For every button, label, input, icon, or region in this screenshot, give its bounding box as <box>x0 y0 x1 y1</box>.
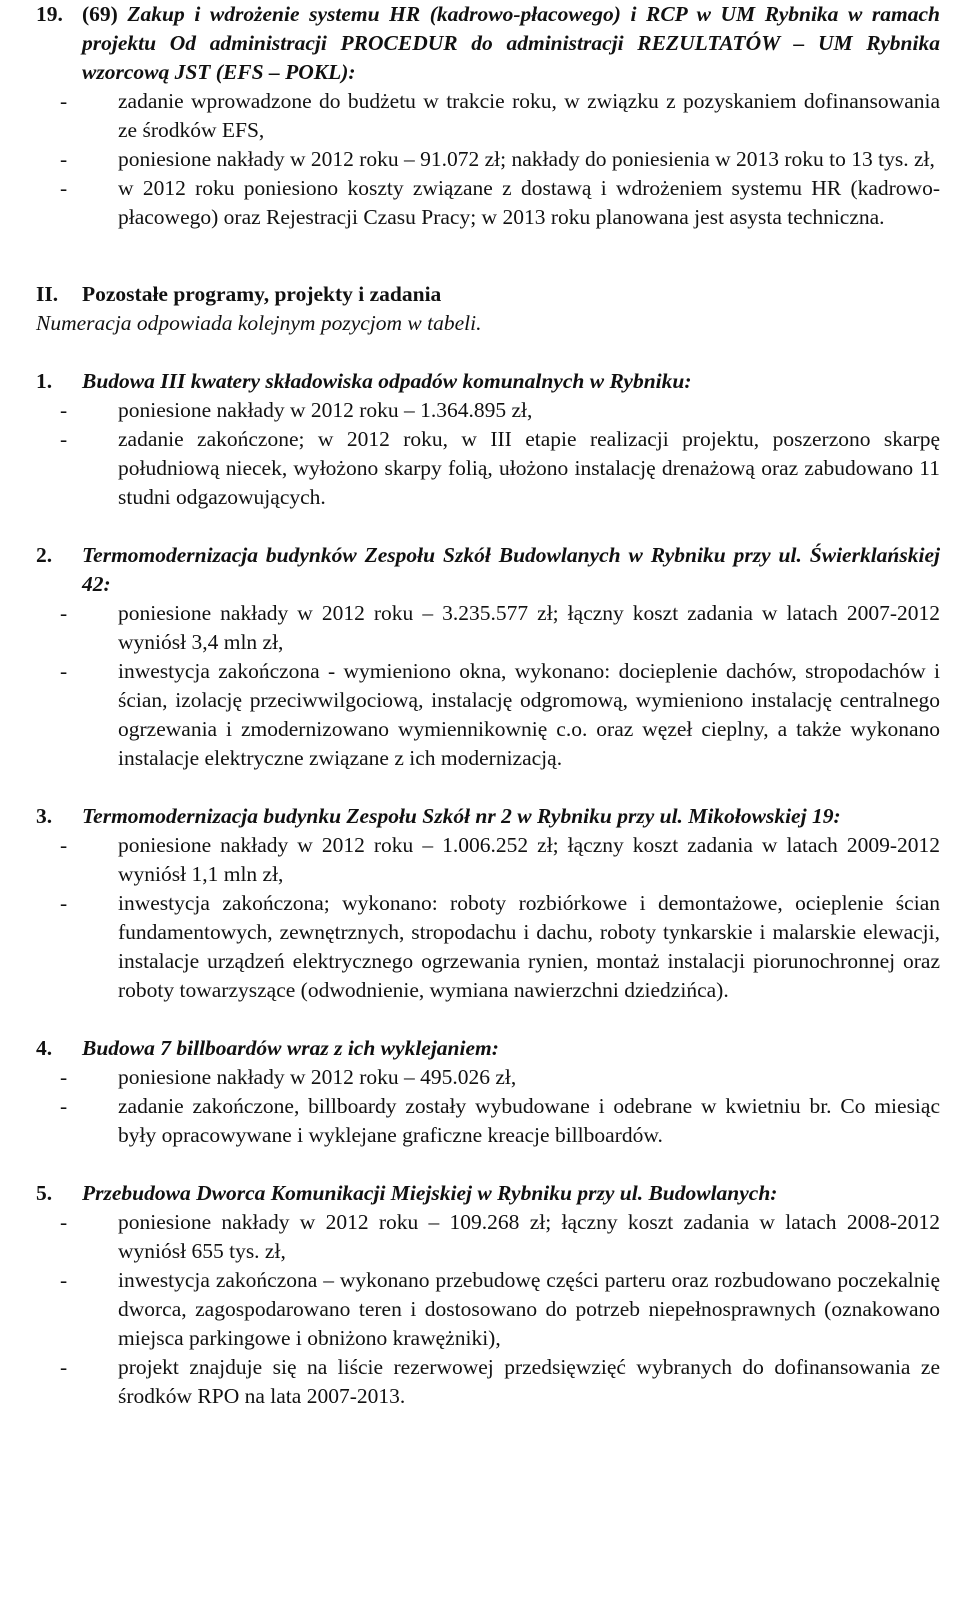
bullet-text: poniesione nakłady w 2012 roku – 495.026 zł, <box>118 1065 517 1089</box>
item-number: 3. <box>36 804 53 828</box>
item-number: 5. <box>36 1181 53 1205</box>
item-19 <box>36 0 940 87</box>
item-number: 2. <box>36 543 53 567</box>
section-number: II. <box>36 282 59 306</box>
bullet: - inwestycja zakończona – wykonano przebudowę części parteru oraz rozbudowano poczekalnię dworca, zagospodarowano teren i dostosowano do potrzeb niepełnosprawnych (oznakowano miejsca parkingowe i obniżono krawężniki), <box>60 1268 940 1350</box>
item-title: Przebudowa Dworca Komunikacji Miejskiej w Rybniku przy ul. Budowlanych: <box>82 1181 778 1205</box>
bullet-text: poniesione nakłady w 2012 roku – 3.235.577 zł; łączny koszt zadania w latach 2007-2012 wyniósł 3,4 mln zł, <box>118 601 940 654</box>
bullet: - poniesione nakłady w 2012 roku – 1.364.895 zł, <box>60 398 533 422</box>
bullet-text: w 2012 roku poniesiono koszty związane z dostawą i wdrożeniem systemu HR (kadrowo-płacowego) oraz Rejestracji Czasu Pracy; w 2013 roku planowana jest asysta techniczna. <box>118 176 940 229</box>
bullet: - zadanie zakończone, billboardy zostały wybudowane i odebrane w kwietniu br. Co miesiąc były opracowywane i wyklejane graficzne kreacje billboardów. <box>60 1094 940 1147</box>
bullet: - poniesione nakłady w 2012 roku – 495.026 zł, <box>60 1065 517 1089</box>
section-title: Pozostałe programy, projekty i zadania <box>82 282 442 306</box>
bullet-text: zadanie zakończone; w 2012 roku, w III etapie realizacji projektu, poszerzono skarpę południową niecek, wyłożono skarpy folią, ułożono instalację drenażową oraz zabudowano 11 studni odgazowujących. <box>118 427 940 509</box>
bullet: - w 2012 roku poniesiono koszty związane z dostawą i wdrożeniem systemu HR (kadrowo-płacowego) oraz Rejestracji Czasu Pracy; w 2013 roku planowana jest asysta techniczna. <box>60 176 940 229</box>
bullet: - inwestycja zakończona; wykonano: roboty rozbiórkowe i demontażowe, ocieplenie ścian fundamentowych, zewnętrznych, stropodachu i dachu, roboty tynkarskie i malarskie elewacji, instalacje urządzeń elektrycznego ogrzewania rynien, montaż instalacji piorunochronnej oraz roboty towarzyszące (odwodnienie, wymiana nawierzchni dziedzińca). <box>60 891 940 1002</box>
bullet-text: zadanie wprowadzone do budżetu w trakcie roku, w związku z pozyskaniem dofinansowania ze środków EFS, <box>118 89 940 142</box>
bullet: - poniesione nakłady w 2012 roku – 1.006.252 zł; łączny koszt zadania w latach 2009-2012 wyniósł 1,1 mln zł, <box>60 833 940 886</box>
bullet-text: poniesione nakłady w 2012 roku – 1.364.895 zł, <box>118 398 533 422</box>
bullet-text: projekt znajduje się na liście rezerwowej przedsięwzięć wybranych do dofinansowania ze środków RPO na lata 2007-2013. <box>118 1355 940 1408</box>
item-number: 4. <box>36 1036 53 1060</box>
bullet-text: zadanie zakończone, billboardy zostały wybudowane i odebrane w kwietniu br. Co miesiąc były opracowywane i wyklejane graficzne kreacje billboardów. <box>118 1094 940 1147</box>
bullet-text: inwestycja zakończona; wykonano: roboty rozbiórkowe i demontażowe, ocieplenie ścian fundamentowych, zewnętrznych, stropodachu i dachu, roboty tynkarskie i malarskie elewacji, instalacje urządzeń elektrycznego ogrzewania rynien, montaż instalacji piorunochronnej oraz roboty towarzyszące (odwodnienie, wymiana nawierzchni dziedzińca). <box>118 891 940 1002</box>
item-title: Budowa III kwatery składowiska odpadów komunalnych w Rybniku: <box>82 369 692 393</box>
bullet: - poniesione nakłady w 2012 roku – 109.268 zł; łączny koszt zadania w latach 2008-2012 wyniósł 655 tys. zł, <box>60 1210 940 1263</box>
bullet: - zadanie wprowadzone do budżetu w trakcie roku, w związku z pozyskaniem dofinansowania ze środków EFS, <box>60 89 940 142</box>
item-title-text: Zakup i wdrożenie systemu HR (kadrowo-płacowego) i RCP w UM Rybnika w ramach projektu Od administracji PROCEDUR do administracji REZULTATÓW – UM Rybnika wzorcową JST (EFS – POKL): <box>82 2 941 84</box>
item-title: Budowa 7 billboardów wraz z ich wyklejaniem: <box>82 1036 499 1060</box>
bullet: - inwestycja zakończona - wymieniono okna, wykonano: docieplenie dachów, stropodachów i ścian, izolację przeciwwilgociową, instalację odgromową, wymieniono instalację centralnego ogrzewania i zmodernizowano wymiennikownię c.o. oraz węzeł cieplny, a także wykonano instalacje elektryczne związane z ich modernizacją. <box>60 659 940 770</box>
item-lead: (69) <box>82 2 118 26</box>
item-3 <box>36 802 940 831</box>
bullet: - poniesione nakłady w 2012 roku – 91.072 zł; nakłady do poniesienia w 2013 roku to 13 tys. zł, <box>60 147 935 171</box>
item-1 <box>36 367 940 396</box>
section-note: Numeracja odpowiada kolejnym pozycjom w tabeli. <box>36 311 482 335</box>
bullet-text: poniesione nakłady w 2012 roku – 91.072 zł; nakłady do poniesienia w 2013 roku to 13 tys. zł, <box>118 147 935 171</box>
item-number: 1. <box>36 369 53 393</box>
bullet: - zadanie zakończone; w 2012 roku, w III etapie realizacji projektu, poszerzono skarpę południową niecek, wyłożono skarpy folią, ułożono instalację drenażową oraz zabudowano 11 studni odgazowujących. <box>60 427 940 509</box>
bullet-text: poniesione nakłady w 2012 roku – 1.006.252 zł; łączny koszt zadania w latach 2009-2012 wyniósł 1,1 mln zł, <box>118 833 940 886</box>
bullet: - poniesione nakłady w 2012 roku – 3.235.577 zł; łączny koszt zadania w latach 2007-2012 wyniósł 3,4 mln zł, <box>60 601 940 654</box>
item-4 <box>36 1034 940 1063</box>
item-5 <box>36 1179 940 1208</box>
bullet: - projekt znajduje się na liście rezerwowej przedsięwzięć wybranych do dofinansowania ze środków RPO na lata 2007-2013. <box>60 1355 940 1408</box>
bullet-text: inwestycja zakończona – wykonano przebudowę części parteru oraz rozbudowano poczekalnię dworca, zagospodarowano teren i dostosowano do potrzeb niepełnosprawnych (oznakowano miejsca parkingowe i obniżono krawężniki), <box>118 1268 940 1350</box>
item-title: Termomodernizacja budynku Zespołu Szkół nr 2 w Rybniku przy ul. Mikołowskiej 19: <box>82 804 841 828</box>
item-title <box>82 0 940 87</box>
item-number: 19. <box>36 2 63 26</box>
item-title: Termomodernizacja budynków Zespołu Szkół Budowlanych w Rybniku przy ul. Świerklańskiej 42: <box>82 543 940 596</box>
section-heading <box>36 280 940 309</box>
item-2 <box>36 541 940 599</box>
bullet-text: inwestycja zakończona - wymieniono okna, wykonano: docieplenie dachów, stropodachów i ścian, izolację przeciwwilgociową, instalację odgromową, wymieniono instalację centralnego ogrzewania i zmodernizowano wymiennikownię c.o. oraz węzeł cieplny, a także wykonano instalacje elektryczne związane z ich modernizacją. <box>118 659 940 770</box>
bullet-text: poniesione nakłady w 2012 roku – 109.268 zł; łączny koszt zadania w latach 2008-2012 wyniósł 655 tys. zł, <box>118 1210 940 1263</box>
